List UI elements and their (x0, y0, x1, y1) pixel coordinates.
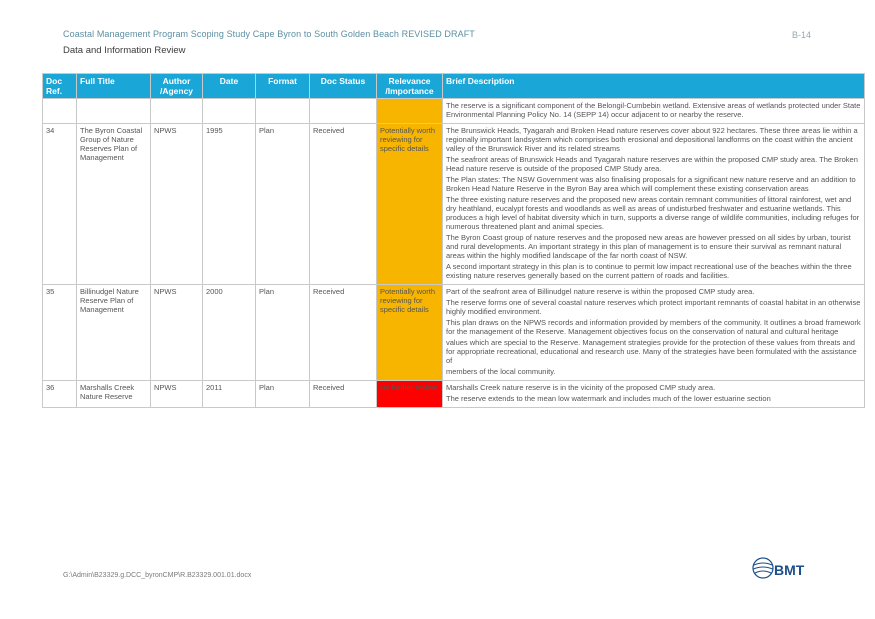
table-row (43, 285, 865, 381)
cell-empty (256, 99, 310, 124)
col-header-doc-ref: Doc Ref. (43, 74, 77, 99)
description-paragraph: The reserve forms one of several coastal nature reserves which protect important remnants of coastal habitat in an otherwise highly modified environment. (446, 298, 861, 316)
cell-description (443, 381, 865, 408)
table-row (43, 124, 865, 285)
cell-doc-ref: 34 (43, 124, 77, 285)
logo-text: BMT (774, 562, 805, 578)
cell-description (443, 99, 865, 124)
cell-doc-ref: 35 (43, 285, 77, 381)
description-paragraph: members of the local community. (446, 367, 556, 376)
cell-format: Plan (256, 124, 310, 285)
bmt-logo (752, 556, 808, 582)
description-paragraph: The three existing nature reserves and the proposed new areas contain remnant communities of littoral rainforest, wet and dry heathland, eucalypt forests and woodlands as well as areas of undisturbed freshwater and estuarine wetlands. This produces a high level of habitat diversity which in turn, supports a diverse range of wildlife communities, including refuges for numerous threatened plant and animal species. (446, 195, 860, 231)
table-row-continuation (43, 99, 865, 124)
col-header-full-title: Full Title (77, 74, 151, 99)
col-header-format: Format (256, 74, 310, 99)
bmt-globe-icon (752, 556, 774, 580)
cell-date: 1995 (203, 124, 256, 285)
table-header-row (43, 74, 865, 99)
cell-relevance: Potentially worth reviewing for specific details (377, 124, 443, 285)
cell-full-title: Billinudgel Nature Reserve Plan of Management (77, 285, 151, 381)
cell-doc-ref: 36 (43, 381, 77, 408)
cell-empty (43, 99, 77, 124)
description-paragraph: The reserve extends to the mean low watermark and includes much of the lower estuarine section (446, 394, 771, 403)
cell-date: 2000 (203, 285, 256, 381)
cell-empty (310, 99, 377, 124)
table-row (43, 381, 865, 408)
description-paragraph: The Plan states: The NSW Government was also finalising proposals for a significant new nature reserve and an addition to Broken Head Nature Reserve in the Byron Bay area which will complement these existing conservation areas (446, 175, 856, 193)
description-paragraph: The Brunswick Heads, Tyagarah and Broken Head nature reserves cover about 922 hectares. These three areas lie within a regionally important landsystem which comprises both erosional and depositional landforms on the coast within the ancient valley of the Brunswick River and its related streams (446, 126, 858, 153)
data-review-table (42, 73, 865, 408)
cell-author: NPWS (151, 381, 203, 408)
cell-relevance (377, 99, 443, 124)
description-paragraph: Marshalls Creek nature reserve is in the vicinity of the proposed CMP study area. (446, 383, 716, 392)
cell-description (443, 124, 865, 285)
description-paragraph: Part of the seafront area of Billinudgel nature reserve is within the proposed CMP study area. (446, 287, 755, 296)
cell-doc-status: Received (310, 381, 377, 408)
cell-full-title: Marshalls Creek Nature Reserve (77, 381, 151, 408)
description-paragraph: The Byron Coast group of nature reserves and the proposed new areas are however pressed on all sides by urban, tourist and rural developments. An important strategy in this plan of management is to ensure their survival as remnant natural areas within the highly modified landscape of the far north coast of NSW. (446, 233, 851, 260)
section-title: Data and Information Review (63, 45, 186, 56)
cell-empty (203, 99, 256, 124)
page-number: B-14 (791, 30, 811, 40)
cell-doc-status: Received (310, 124, 377, 285)
description-paragraph: values which are special to the Reserve. Management strategies provide for the protection of these values from threats and for appropriate recreational, educational and research use. Many of the strategies have been formulated with the assistance of (446, 338, 857, 365)
cell-author: NPWS (151, 124, 203, 285)
cell-relevance: Potentially worth reviewing for specific details (377, 285, 443, 381)
col-header-author: Author /Agency (151, 74, 203, 99)
cell-description (443, 285, 865, 381)
cell-date: 2011 (203, 381, 256, 408)
description-paragraph: The reserve is a significant component of the Belongil-Cumbebin wetland. Extensive areas of wetlands protected under State Environmental Planning Policy No. 14 (SEPP 14) occur adjacent to or nearby the reserve. (446, 101, 861, 119)
cell-doc-status: Received (310, 285, 377, 381)
cell-author: NPWS (151, 285, 203, 381)
cell-full-title: The Byron Coastal Group of Nature Reserves Plan of Management (77, 124, 151, 285)
description-paragraph: The seafront areas of Brunswick Heads and Tyagarah nature reserves are within the proposed CMP study area. The Broken Head nature reserve is outside of the proposed CMP Study area. (446, 155, 858, 173)
col-header-doc-status: Doc Status (310, 74, 377, 99)
col-header-brief-description: Brief Description (443, 74, 865, 99)
col-header-date: Date (203, 74, 256, 99)
cell-empty (151, 99, 203, 124)
cell-relevance: No further review (377, 381, 443, 408)
footer-file-path: G:\Admin\B23329.g.DCC_byronCMP\R.B23329.001.01.docx (63, 572, 252, 579)
description-paragraph: A second important strategy in this plan is to continue to permit low impact recreational use of the beaches within the three existing nature reserves generally based on the current pattern of roads and facilities. (446, 262, 852, 280)
col-header-relevance: Relevance /Importance (377, 74, 443, 99)
cell-format: Plan (256, 285, 310, 381)
description-paragraph: This plan draws on the NPWS records and information provided by members of the community. It outlines a broad framework for the management of the Reserve. Management objectives focus on the conservation of natural and cultural heritage (446, 318, 861, 336)
document-header-title: Coastal Management Program Scoping Study Cape Byron to South Golden Beach REVISED DRAFT (63, 29, 475, 39)
cell-format: Plan (256, 381, 310, 408)
cell-empty (77, 99, 151, 124)
